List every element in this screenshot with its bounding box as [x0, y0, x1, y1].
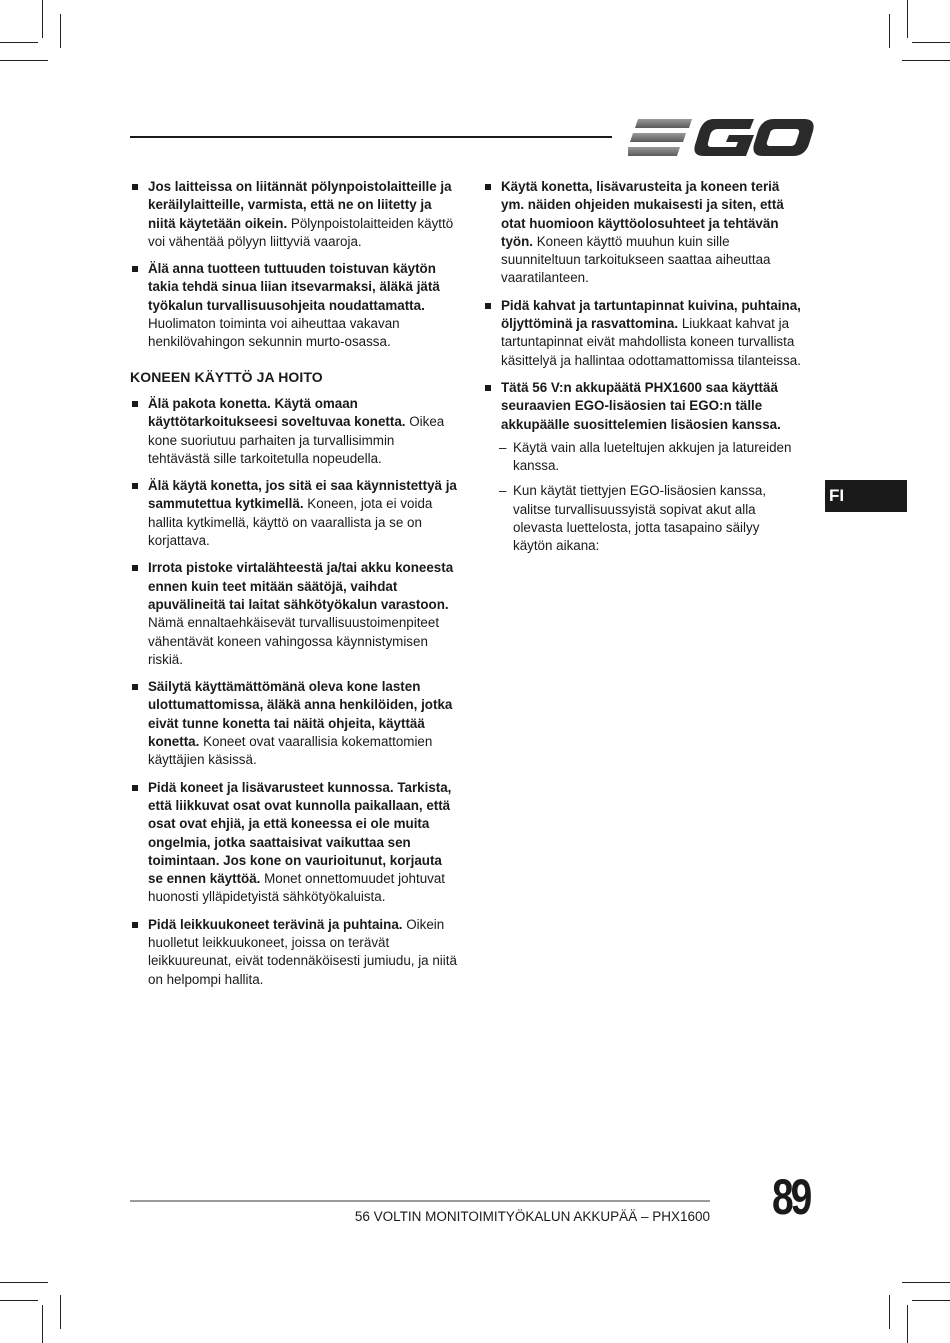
- crop-mark: [60, 1295, 61, 1329]
- list-item: Älä pakota konetta. Käytä omaan käyttötarkoitukseesi soveltuvaa konetta. Oikea kone suoriutuu parhaiten ja turvallisimmin tehtävästä sille tarkoitetulla nopeudella.: [130, 395, 458, 468]
- header-rule: [130, 136, 612, 138]
- dash-item: – Käytä vain alla lueteltujen akkujen ja latureiden kanssa.: [499, 439, 792, 474]
- crop-mark: [0, 1282, 48, 1283]
- crop-mark: [60, 14, 61, 48]
- section-heading: KONEEN KÄYTTÖ JA HOITO: [130, 368, 323, 385]
- crop-mark: [42, 1305, 43, 1343]
- list-item: Pidä kahvat ja tartuntapinnat kuivina, puhtaina, öljyttöminä ja rasvattomina. Liukkaat kahvat ja tartuntapinnat eivät mahdollista koneen turvallista käsittelyä ja hallintaa odottamattomissa tilanteissa.: [483, 297, 801, 370]
- language-tab: FI: [825, 480, 907, 512]
- list-item: Käytä konetta, lisävarusteita ja koneen teriä ym. näiden ohjeiden mukaisesti ja siten, että otat huomioon käyttöolosuhteet ja tehtävän työn. Koneen käyttö muuhun kuin sille suunniteltuun tarkoitukseen saattaa aiheuttaa vaaratilanteen.: [483, 178, 801, 288]
- crop-mark: [0, 60, 48, 61]
- crop-mark: [889, 14, 890, 48]
- crop-mark: [42, 0, 43, 38]
- list-item: Tätä 56 V:n akkupäätä PHX1600 saa käyttää seuraavien EGO-lisäosien tai EGO:n tälle akkupäälle suosittelemien lisäosien kanssa.: [483, 379, 801, 434]
- left-column: [130, 178, 458, 998]
- crop-mark: [889, 1295, 890, 1329]
- list-item: Jos laitteissa on liitännät pölynpoistolaitteille ja keräilylaitteille, varmista, että ne on liitetty ja niitä käytetään oikein. Pölynpoistolaitteiden käyttö voi vähentää pölyyn liittyviä vaaroja.: [130, 178, 458, 251]
- dash-mark: –: [499, 439, 507, 455]
- list-item: Irrota pistoke virtalähteestä ja/tai akku koneesta ennen kuin teet mitään säätöjä, vaihdat apuvälineitä tai laitat sähkötyökalun varastoon. Nämä ennaltaehkäisevät turvallisuustoimenpiteet vähentävät koneen vahingossa käynnistymisen riskiä.: [130, 559, 458, 669]
- page-number: 89: [772, 1169, 810, 1225]
- footer-title: 56 VOLTIN MONITOIMITYÖKALUN AKKUPÄÄ – PHX1600: [354, 1209, 710, 1224]
- list-item: Säilytä käyttämättömänä oleva kone lasten ulottumattomissa, äläkä anna henkilöiden, jotka eivät tunne konetta tai näitä ohjeita, käyttää konetta. Koneet ovat vaarallisia kokemattomien käyttäjien käsissä.: [130, 678, 458, 769]
- list-item: Pidä leikkuukoneet terävinä ja puhtaina. Oikein huolletut leikkuukoneet, joissa on terävät leikkuureunat, eivät todennäköisesti jumiudu, ja niitä on helpompi hallita.: [130, 916, 458, 989]
- list-item: Älä käytä konetta, jos sitä ei saa käynnistettyä ja sammutettua kytkimellä. Koneen, jota ei voida hallita kytkimellä, käyttö on vaarallista ja se on korjattava.: [130, 477, 458, 550]
- crop-mark: [907, 0, 908, 38]
- crop-mark: [912, 1300, 950, 1301]
- dash-item: – Kun käytät tiettyjen EGO-lisäosien kanssa, valitse turvallisuussyistä sopivat akut alla olevasta luettelosta, jotta tasapaino säilyy käytön aikana:: [499, 483, 767, 554]
- crop-mark: [907, 1305, 908, 1343]
- crop-mark: [912, 42, 950, 43]
- right-column: [483, 178, 801, 563]
- list-item: Älä anna tuotteen tuttuuden toistuvan käytön takia tehdä sinua liian itsevarmaksi, äläkä jätä työkalun turvallisuusohjeita noudattamatta. Huolimaton toiminta voi aiheuttaa vakavan henkilövahingon sekunnin murto-osassa.: [130, 260, 458, 351]
- crop-mark: [902, 60, 950, 61]
- dash-mark: –: [499, 483, 507, 499]
- crop-mark: [0, 1300, 38, 1301]
- crop-mark: [902, 1282, 950, 1283]
- footer-rule: [130, 1200, 710, 1202]
- crop-mark: [0, 42, 38, 43]
- ego-logo: [628, 116, 814, 160]
- list-item: Pidä koneet ja lisävarusteet kunnossa. Tarkista, että liikkuvat osat ovat kunnolla paikallaan, että osat ovat ehjiä, ja että koneessa ei ole muita ongelmia, jotka saattaisivat vaikuttaa sen toimintaan. Jos kone on vaurioitunut, korjauta se ennen käyttöä. Monet onnettomuudet johtuvat huonosti ylläpidetyistä sähkötyökaluista.: [130, 779, 458, 907]
